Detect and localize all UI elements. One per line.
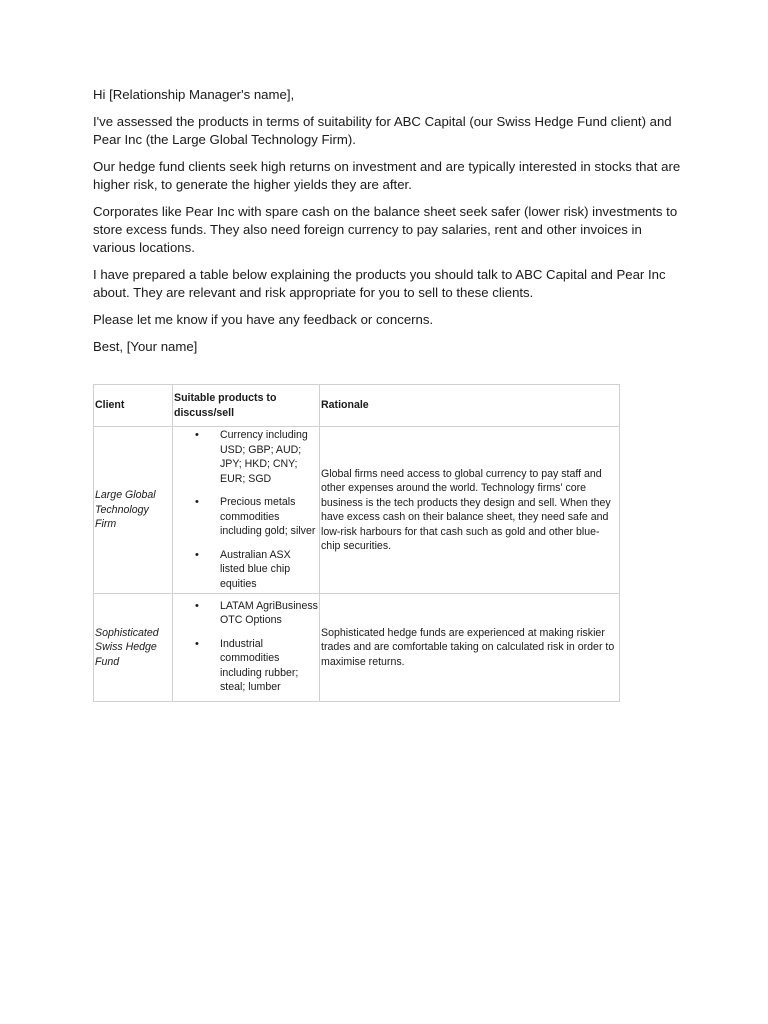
letter-paragraph: I've assessed the products in terms of suitability for ABC Capital (our Swiss Hedge Fund client) and Pear Inc (the Large Global Technology Firm).: [93, 114, 672, 147]
letter-body: [93, 86, 683, 365]
product-item: • Industrial commodities including rubber; steal; lumber: [220, 637, 318, 695]
header-products: Suitable products to discuss/sell: [173, 385, 320, 427]
products-list: [174, 599, 318, 695]
letter-paragraph: Corporates like Pear Inc with spare cash on the balance sheet seek safer (lower risk) investments to store excess funds. They also need foreign currency to pay salaries, rent and other invoices in various locations.: [93, 204, 678, 255]
rationale-cell: Sophisticated hedge funds are experienced at making riskier trades and are comfortable taking on calculated risk in order to maximise returns.: [320, 594, 620, 702]
client-cell: Sophisticated Swiss Hedge Fund: [94, 594, 173, 702]
product-item: • Currency including USD; GBP; AUD; JPY; HKD; CNY; EUR; SGD: [220, 428, 318, 486]
letter-greeting: Hi [Relationship Manager's name],: [93, 87, 295, 102]
table-row: [94, 594, 620, 702]
product-item: • Australian ASX listed blue chip equities: [220, 548, 318, 592]
products-list: [174, 428, 318, 591]
client-cell: Large Global Technology Firm: [94, 427, 173, 594]
table-row: [94, 427, 620, 594]
letter-signoff: Best, [Your name]: [93, 339, 198, 354]
letter-paragraph: Please let me know if you have any feedback or concerns.: [93, 312, 434, 327]
header-rationale: Rationale: [320, 385, 620, 427]
products-cell: [173, 427, 320, 594]
header-client: Client: [94, 385, 173, 427]
rationale-cell: Global firms need access to global currency to pay staff and other expenses around the world. Technology firms' core business is the tech products they design and sell. When they have excess cash on their balance sheet, they need safe and low-risk harbours for that cash such as gold and other blue-chip securities.: [320, 427, 620, 594]
product-item: • Precious metals commodities including gold; silver: [220, 495, 318, 539]
products-table: [93, 384, 620, 702]
table-header-row: [94, 385, 620, 427]
product-item: • LATAM AgriBusiness OTC Options: [220, 599, 318, 628]
letter-paragraph: I have prepared a table below explaining the products you should talk to ABC Capital and Pear Inc about. They are relevant and risk appropriate for you to sell to these clients.: [93, 267, 666, 300]
products-cell: [173, 594, 320, 702]
letter-paragraph: Our hedge fund clients seek high returns on investment and are typically interested in stocks that are higher risk, to generate the higher yields they are after.: [93, 159, 681, 192]
